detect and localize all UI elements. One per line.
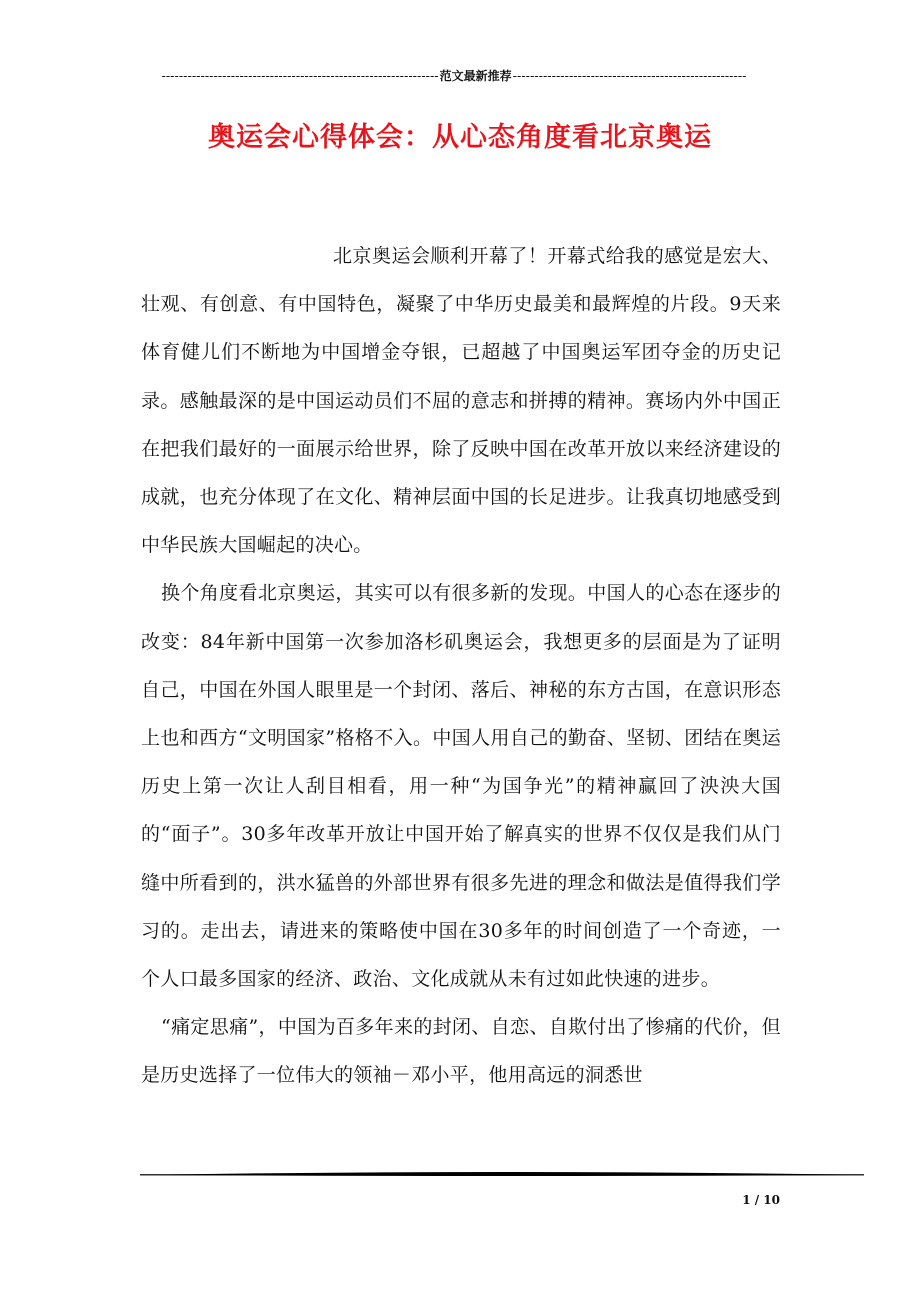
page-number: 1 / 10 [742, 1193, 780, 1207]
paragraph-2: 换个角度看北京奥运，其实可以有很多新的发现。中国人的心态在逐步的改变：84年新中国第一次参加洛杉矶奥运会，我想更多的层面是为了证明自己，中国在外国人眼里是一个封闭、落后、神秘的东方古国，在意识形态上也和西方“文明国家”格格不入。中国人用自己的勤奋、坚韧、团结在奥运历史上第一次让人刮目相看，用一种“为国争光”的精神赢回了泱泱大国的“面子”。30多年改革开放让中国开始了解真实的世界不仅仅是我们从门缝中所看到的，洪水猛兽的外部世界有很多先进的理念和做法是值得我们学习的。走出去，请进来的策略使中国在30多年的时间创造了一个奇迹，一个人口最多国家的经济、政治、文化成就从未有过如此快速的进步。 [141, 582, 781, 991]
paragraph-1: 北京奥运会顺利开幕了！开幕式给我的感觉是宏大、壮观、有创意、有中国特色，凝聚了中华历史最美和最辉煌的片段。9天来体育健儿们不断地为中国增金夺银，已超越了中国奥运军团夺金的历史记录。感触最深的是中国运动员们不屈的意志和拼搏的精神。赛场内外中国正在把我们最好的一面展示给世界，除了反映中国在改革开放以来经济建设的成就，也充分体现了在文化、精神层面中国的长足进步。让我真切地感受到中华民族大国崛起的决心。 [141, 245, 781, 557]
document-title: 奥运会心得体会：从心态角度看北京奥运 [208, 122, 712, 153]
header-dashes-right: ------------------------------------------------------ [512, 69, 747, 83]
header-tag: 范文最新推荐 [439, 69, 512, 83]
page-header [140, 66, 768, 86]
paragraph-3: “痛定思痛”，中国为百多年来的封闭、自恋、自欺付出了惨痛的代价，但是历史选择了一位伟大的领袖－邓小平，他用高远的洞悉世 [141, 1016, 781, 1087]
header-dashes-left: ---------------------------------------------------------------- [161, 69, 439, 83]
footer-divider [140, 1170, 864, 1180]
document-body [141, 232, 781, 1100]
